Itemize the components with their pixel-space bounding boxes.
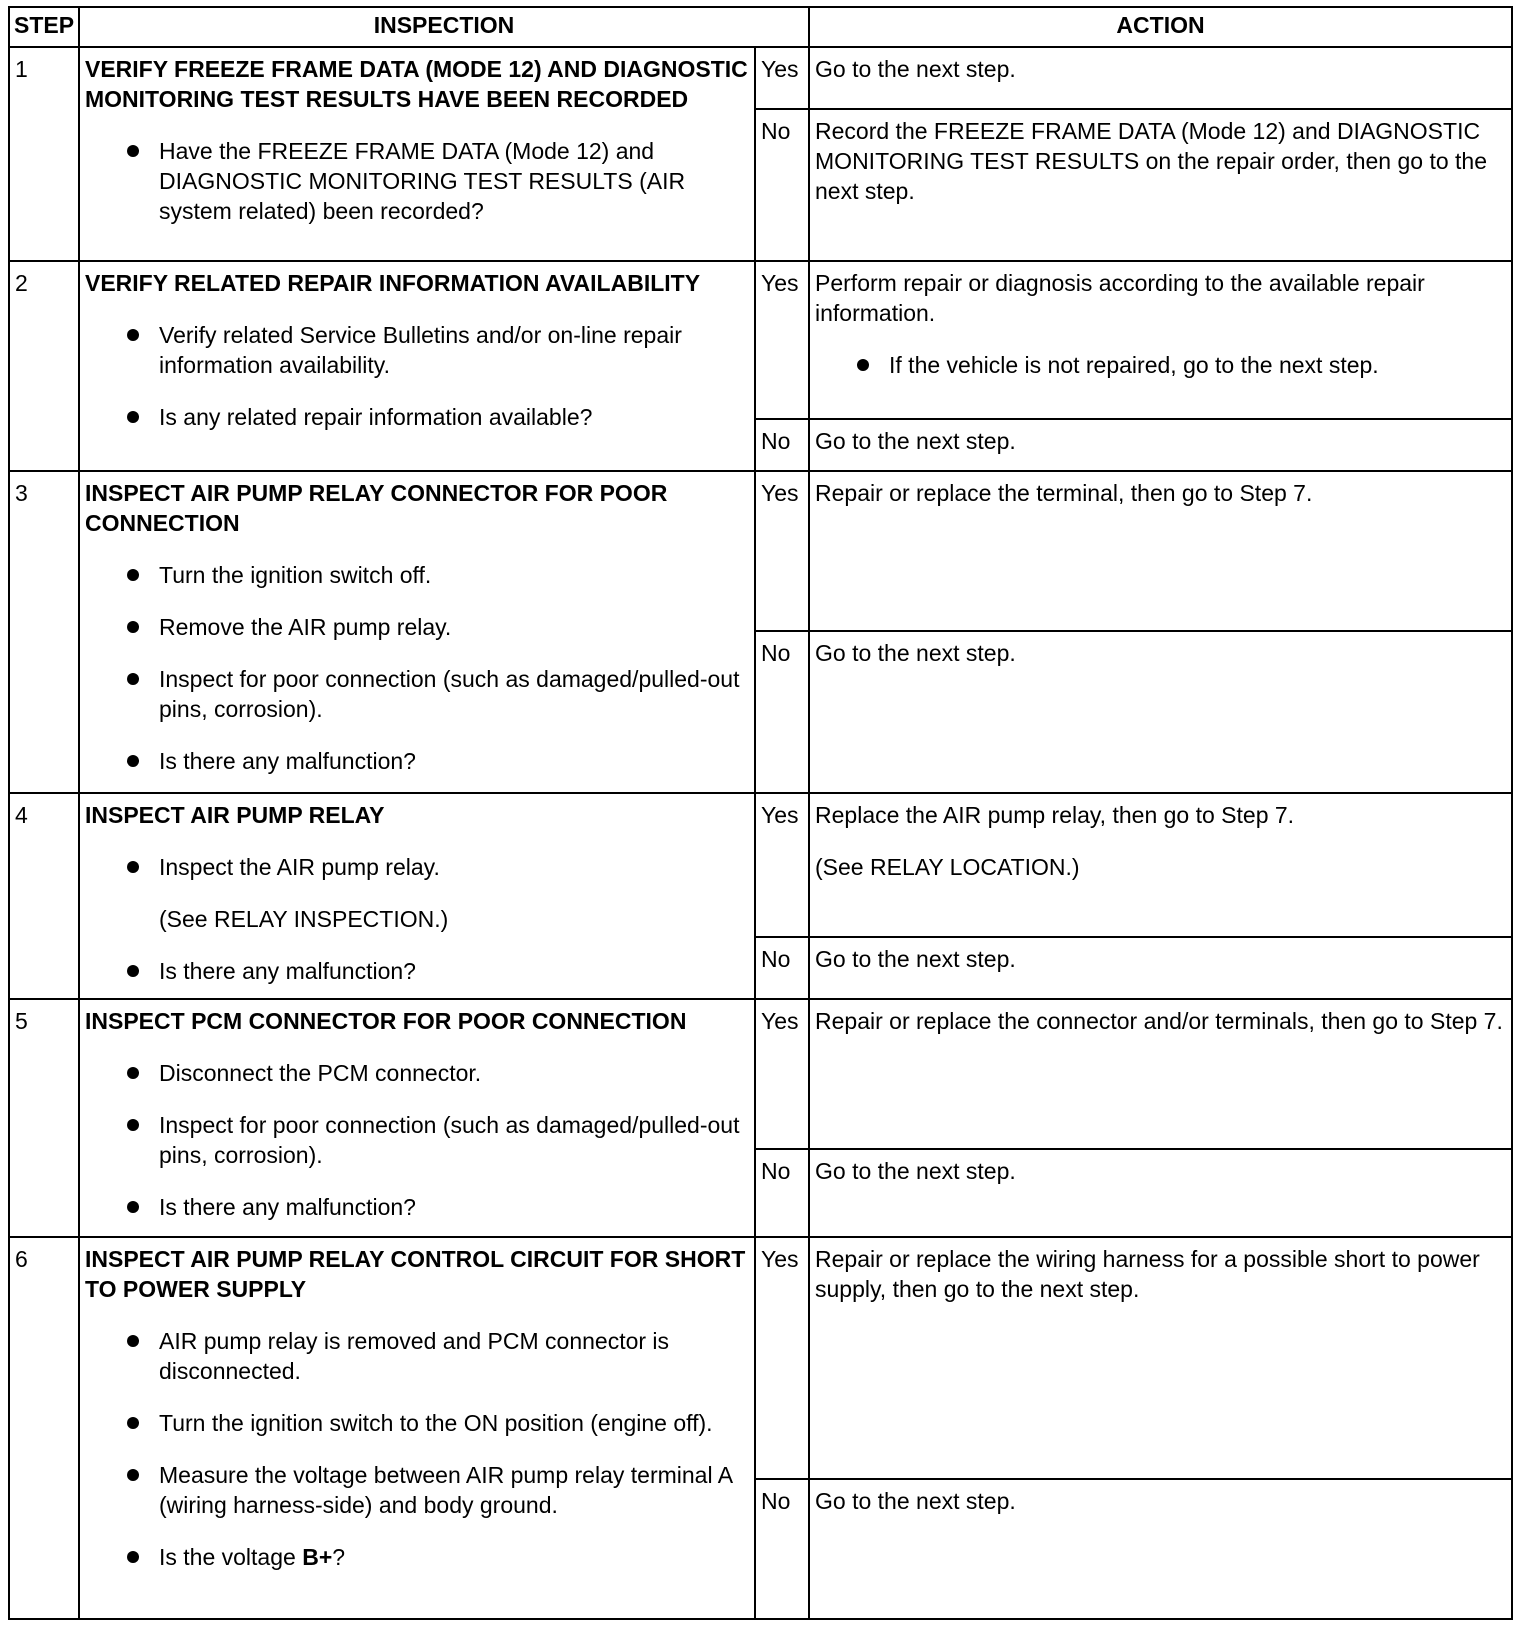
yes-label: Yes [755, 793, 809, 937]
inspection-list [85, 956, 749, 986]
header-step: STEP [9, 7, 79, 47]
table-row [9, 1237, 1512, 1479]
no-label: No [755, 1479, 809, 1619]
list-item: Inspect the AIR pump relay. [85, 852, 749, 882]
list-item: Turn the ignition switch to the ON position (engine off). [85, 1408, 749, 1438]
yes-action: Repair or replace the wiring harness for a possible short to power supply, then go to the next step. [809, 1237, 1512, 1479]
step-title: VERIFY RELATED REPAIR INFORMATION AVAILABILITY [85, 270, 701, 296]
reference-note: (See RELAY INSPECTION.) [159, 906, 449, 932]
bullet-icon [127, 965, 139, 977]
step-title: INSPECT AIR PUMP RELAY CONNECTOR FOR POOR CONNECTION [85, 480, 668, 536]
no-action: Go to the next step. [809, 1479, 1512, 1619]
bullet-icon [857, 359, 869, 371]
reference-note: (See RELAY LOCATION.) [815, 854, 1080, 880]
no-label: No [755, 109, 809, 261]
yes-label: Yes [755, 1237, 809, 1479]
bullet-icon [127, 755, 139, 767]
step-title: INSPECT AIR PUMP RELAY [85, 802, 385, 828]
bullet-icon [127, 329, 139, 341]
list-item: If the vehicle is not repaired, go to the next step. [815, 350, 1506, 380]
inspection-cell [79, 1237, 755, 1619]
bullet-icon [127, 411, 139, 423]
list-item: Have the FREEZE FRAME DATA (Mode 12) and DIAGNOSTIC MONITORING TEST RESULTS (AIR system related) been recorded? [85, 136, 749, 226]
bullet-icon [127, 1417, 139, 1429]
bullet-icon [127, 621, 139, 633]
list-item: Inspect for poor connection (such as damaged/pulled-out pins, corrosion). [85, 1110, 749, 1170]
bullet-icon [127, 1119, 139, 1131]
table-row [9, 999, 1512, 1149]
bullet-icon [127, 861, 139, 873]
inspection-cell [79, 261, 755, 471]
list-item: Is there any malfunction? [85, 956, 749, 986]
inspection-list [85, 136, 749, 226]
table-row [9, 471, 1512, 631]
list-item: AIR pump relay is removed and PCM connector is disconnected. [85, 1326, 749, 1386]
yes-action: Repair or replace the terminal, then go to Step 7. [809, 471, 1512, 631]
yes-label: Yes [755, 999, 809, 1149]
inspection-cell [79, 999, 755, 1237]
table-row [9, 47, 1512, 109]
no-action: Record the FREEZE FRAME DATA (Mode 12) and DIAGNOSTIC MONITORING TEST RESULTS on the repair order, then go to the next step. [809, 109, 1512, 261]
no-action: Go to the next step. [809, 1149, 1512, 1237]
yes-action: Perform repair or diagnosis according to the available repair information. [815, 270, 1425, 326]
header-inspection: INSPECTION [79, 7, 809, 47]
no-label: No [755, 631, 809, 793]
no-action: Go to the next step. [809, 937, 1512, 999]
inspection-list [85, 320, 749, 432]
inspection-list [85, 1058, 749, 1222]
no-label: No [755, 419, 809, 471]
bullet-icon [127, 1551, 139, 1563]
list-item: Is the voltage B+? [85, 1542, 749, 1572]
table-row [9, 793, 1512, 937]
inspection-cell [79, 471, 755, 793]
table-row [9, 261, 1512, 419]
action-list [815, 350, 1506, 380]
no-action: Go to the next step. [809, 631, 1512, 793]
list-item: Verify related Service Bulletins and/or on-line repair information availability. [85, 320, 749, 380]
inspection-list [85, 1326, 749, 1572]
list-item: Disconnect the PCM connector. [85, 1058, 749, 1088]
step-number: 6 [9, 1237, 79, 1619]
bullet-icon [127, 1201, 139, 1213]
yes-action: Replace the AIR pump relay, then go to Step 7. [815, 802, 1295, 828]
yes-action: Repair or replace the connector and/or terminals, then go to Step 7. [809, 999, 1512, 1149]
list-item: Is there any malfunction? [85, 746, 749, 776]
list-item: Is there any malfunction? [85, 1192, 749, 1222]
inspection-list [85, 852, 749, 882]
list-item: Inspect for poor connection (such as damaged/pulled-out pins, corrosion). [85, 664, 749, 724]
yes-action: Go to the next step. [809, 47, 1512, 109]
step-title: INSPECT PCM CONNECTOR FOR POOR CONNECTION [85, 1008, 687, 1034]
bullet-icon [127, 1469, 139, 1481]
no-label: No [755, 937, 809, 999]
bullet-icon [127, 569, 139, 581]
header-action: ACTION [809, 7, 1512, 47]
yes-action-cell [809, 261, 1512, 419]
inspection-cell [79, 47, 755, 261]
list-item: Turn the ignition switch off. [85, 560, 749, 590]
step-number: 2 [9, 261, 79, 471]
yes-label: Yes [755, 471, 809, 631]
step-number: 1 [9, 47, 79, 261]
inspection-list [85, 560, 749, 776]
step-number: 4 [9, 793, 79, 999]
step-title: VERIFY FREEZE FRAME DATA (MODE 12) AND DIAGNOSTIC MONITORING TEST RESULTS HAVE BEEN RECORDED [85, 56, 748, 112]
step-number: 5 [9, 999, 79, 1237]
step-title: INSPECT AIR PUMP RELAY CONTROL CIRCUIT FOR SHORT TO POWER SUPPLY [85, 1246, 746, 1302]
no-action: Go to the next step. [809, 419, 1512, 471]
list-item: Remove the AIR pump relay. [85, 612, 749, 642]
yes-label: Yes [755, 261, 809, 419]
yes-label: Yes [755, 47, 809, 109]
bullet-icon [127, 145, 139, 157]
no-label: No [755, 1149, 809, 1237]
inspection-cell [79, 793, 755, 999]
table-header-row [9, 7, 1512, 47]
diagnostic-table [8, 6, 1513, 1620]
bullet-icon [127, 1335, 139, 1347]
step-number: 3 [9, 471, 79, 793]
yes-action-cell [809, 793, 1512, 937]
bullet-icon [127, 673, 139, 685]
list-item: Is any related repair information available? [85, 402, 749, 432]
list-item: Measure the voltage between AIR pump relay terminal A (wiring harness-side) and body ground. [85, 1460, 749, 1520]
bullet-icon [127, 1067, 139, 1079]
